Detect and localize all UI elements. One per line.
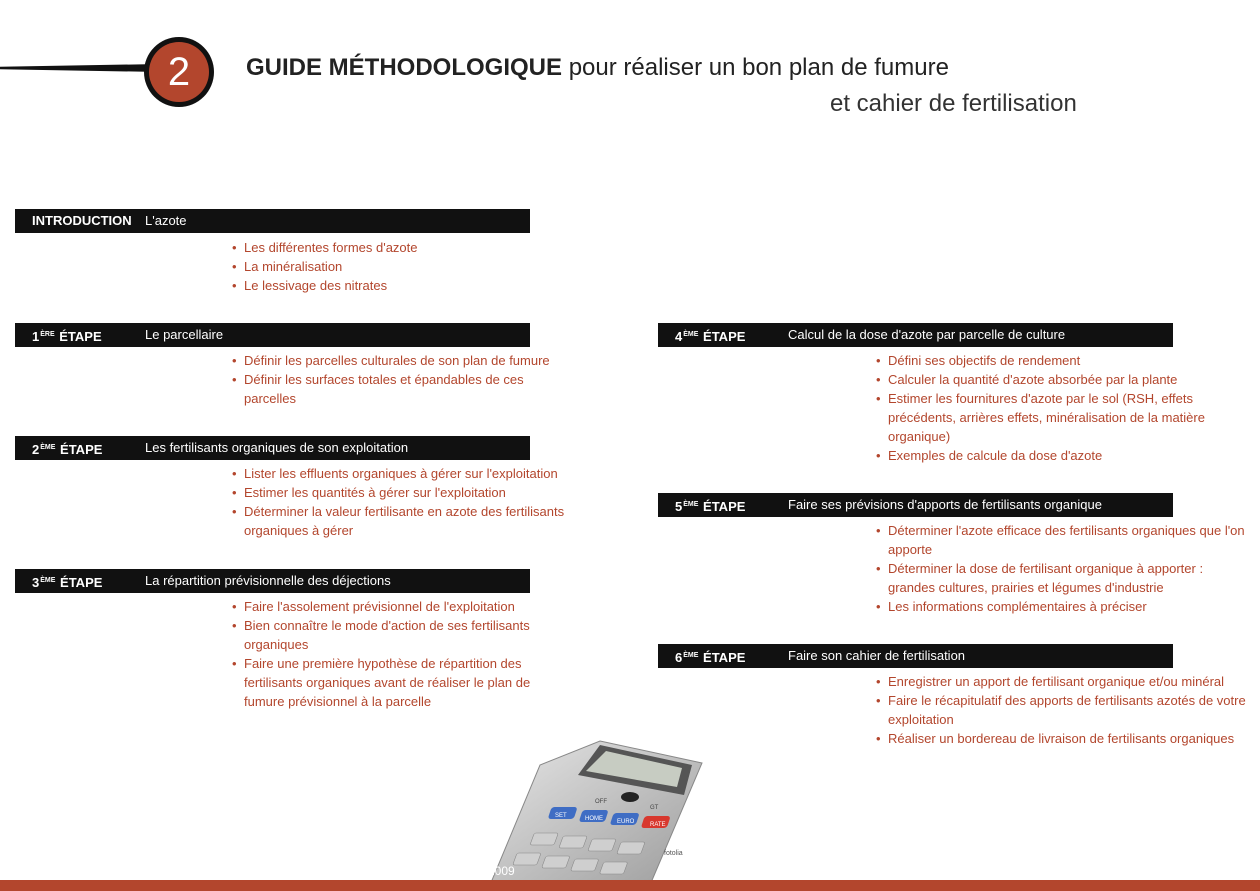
section-title: Le parcellaire	[145, 327, 224, 342]
list-item: • Le lessivage des nitrates	[232, 276, 530, 295]
key-label: OFF	[595, 799, 607, 805]
page-title-bold: GUIDE MÉTHODOLOGIQUE	[246, 54, 563, 81]
header-line	[0, 64, 160, 72]
page-title-rest: pour réaliser un bon plan de fumure	[568, 54, 949, 81]
section-step-5	[658, 493, 1245, 616]
list-item: • Définir les parcelles culturales de son plan de fumure	[232, 351, 572, 370]
section-bar	[658, 644, 1173, 668]
page-title	[246, 54, 949, 82]
key-label: EURO	[617, 819, 635, 825]
list-item: • Enregistrer un apport de fertilisant organique et/ou minéral	[876, 672, 1256, 691]
section-step-2	[15, 436, 565, 540]
step-number: 4	[675, 329, 683, 344]
step-suffix: ÈME	[683, 331, 699, 338]
list-item: • Définir les surfaces totales et épandables de ces parcelles	[232, 370, 572, 408]
page-subtitle: et cahier de fertilisation	[830, 90, 1077, 117]
footer-year: 2009	[488, 864, 515, 878]
list-item: • Réaliser un bordereau de livraison de fertilisants organiques	[876, 729, 1256, 748]
step-suffix: ÈME	[683, 501, 699, 508]
list-item: • Les informations complémentaires à préciser	[876, 597, 1250, 616]
section-items	[232, 238, 530, 295]
step-label	[675, 644, 745, 670]
section-items	[876, 672, 1256, 748]
step-number: 3	[32, 575, 40, 590]
section-items	[876, 521, 1250, 616]
list-item: • Lister les effluents organiques à gérer sur l'exploitation	[232, 464, 602, 483]
section-title: La répartition prévisionnelle des déjections	[145, 573, 391, 588]
step-label	[675, 493, 745, 519]
section-step-3	[15, 569, 530, 711]
section-step-4	[658, 323, 1205, 465]
section-title: L'azote	[145, 213, 187, 228]
section-title: Faire ses prévisions d'apports de fertilisants organique	[788, 497, 1102, 512]
step-label	[32, 569, 102, 595]
step-suffix: ÈME	[40, 444, 56, 451]
list-item: • Exemples de calcule da dose d'azote	[876, 446, 1242, 465]
step-word: ÉTAPE	[703, 650, 746, 665]
list-item: • Estimer les quantités à gérer sur l'exploitation	[232, 483, 602, 502]
step-word: ÉTAPE	[59, 329, 102, 344]
section-bar	[15, 569, 530, 593]
list-item: • Bien connaître le mode d'action de ses fertilisants organiques	[232, 616, 552, 654]
key-label: GT	[650, 805, 659, 811]
list-item: • Calculer la quantité d'azote absorbée par la plante	[876, 370, 1242, 389]
step-number: 2	[32, 442, 40, 457]
list-item: • Faire l'assolement prévisionnel de l'exploitation	[232, 597, 552, 616]
step-label	[32, 436, 102, 462]
calculator-illustration	[470, 735, 710, 885]
section-items	[876, 351, 1242, 465]
list-item: • Défini ses objectifs de rendement	[876, 351, 1242, 370]
step-suffix: ÈME	[683, 652, 699, 659]
section-items	[232, 351, 572, 408]
section-bar	[15, 323, 530, 347]
chapter-number: 2	[149, 42, 209, 102]
list-item: • Faire le récapitulatif des apports de fertilisants azotés de votre exploitation	[876, 691, 1256, 729]
section-introduction	[15, 209, 530, 295]
list-item: • Les différentes formes d'azote	[232, 238, 530, 257]
step-label	[32, 323, 102, 349]
step-number: 1	[32, 329, 40, 344]
step-word: ÉTAPE	[60, 575, 103, 590]
step-suffix: ÈME	[40, 577, 56, 584]
list-item: • Estimer les fournitures d'azote par le sol (RSH, effets précédents, arrières effets, minéralisation de la matière organique)	[876, 389, 1242, 446]
step-label	[675, 323, 745, 349]
section-bar	[658, 323, 1173, 347]
section-items	[232, 464, 602, 540]
section-bar	[15, 436, 530, 460]
step-word: ÉTAPE	[60, 442, 103, 457]
image-credit: fotolia	[664, 850, 683, 857]
footer-bar	[0, 880, 1260, 891]
section-step-6	[658, 644, 1246, 748]
section-step-1	[15, 323, 550, 408]
key-label: RATE	[650, 822, 666, 828]
section-title: Les fertilisants organiques de son exploitation	[145, 440, 409, 455]
section-title: Calcul de la dose d'azote par parcelle de culture	[788, 327, 1066, 342]
section-title: Faire son cahier de fertilisation	[788, 648, 966, 663]
step-word: ÉTAPE	[703, 329, 746, 344]
chapter-badge	[144, 37, 214, 107]
list-item: • Déterminer l'azote efficace des fertilisants organiques que l'on apporte	[876, 521, 1250, 559]
list-item: • Déterminer la dose de fertilisant organique à apporter : grandes cultures, prairies et légumes d'industrie	[876, 559, 1250, 597]
step-word: ÉTAPE	[703, 499, 746, 514]
section-label: INTRODUCTION	[32, 213, 132, 228]
step-number: 5	[675, 499, 683, 514]
step-number: 6	[675, 650, 683, 665]
list-item: • Faire une première hypothèse de répartition des fertilisants organiques avant de réaliser le plan de fumure prévisionnel à la parcelle	[232, 654, 552, 711]
section-bar	[15, 209, 530, 233]
list-item: • La minéralisation	[232, 257, 530, 276]
section-items	[232, 597, 552, 711]
list-item: • Déterminer la valeur fertilisante en azote des fertilisants organiques à gérer	[232, 502, 602, 540]
section-bar	[658, 493, 1173, 517]
key-label: SET	[555, 813, 567, 819]
step-suffix: ÈRE	[40, 331, 55, 338]
key-label: HOME	[585, 816, 603, 822]
